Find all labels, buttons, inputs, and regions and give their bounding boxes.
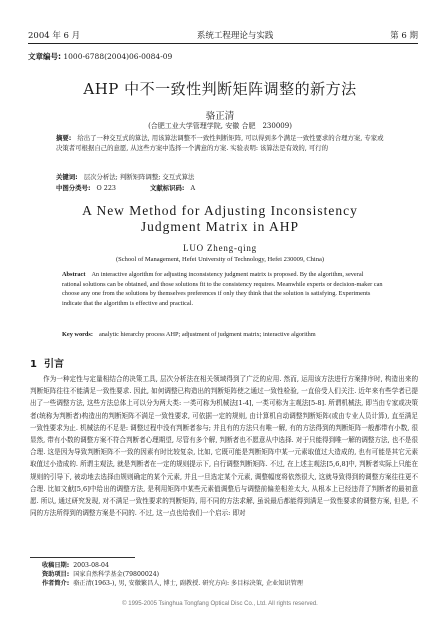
document-code-label: 文献标识码:	[149, 184, 185, 192]
section-heading	[30, 355, 71, 370]
document-code	[150, 183, 195, 192]
abstract-english-text: An interactive algorithm for adjusting inconsistency judgment matrix is proposed. By the algorithm, several rational solutions can be obtained, and those solutions fit to the consistency requires. Meanwhile experts or decision-maker can choose any one from the solutions by themselves preferences if only they think that the solution is satisfying. Experiments indicate that the algorithm is effective and practical.	[62, 271, 383, 307]
footnote-received	[42, 561, 418, 570]
title-english	[0, 203, 440, 235]
clc-value: O 223	[96, 184, 116, 192]
keywords-english-text: analytic hierarchy process AHP; adjustment of judgment matrix; interactive algorithm	[98, 331, 316, 338]
section-number: 1	[30, 359, 37, 370]
section-title: 引言	[43, 359, 64, 370]
title-chinese: AHP 中不一致性判断矩阵调整的新方法	[83, 80, 357, 98]
affiliation-chinese: (合肥工业大学管理学院, 安徽 合肥 230009)	[148, 122, 292, 130]
copyright-notice: © 1995-2005 Tsinghua Tongfang Optical Disc Co., Ltd. All rights reserved.	[122, 601, 318, 607]
keywords-english	[62, 331, 384, 338]
received-label: 收稿日期:	[42, 562, 70, 569]
header-issue: 第 6 期	[390, 31, 418, 41]
footnotes	[42, 561, 418, 588]
abstract-chinese-label: 摘要:	[56, 134, 72, 142]
document-code-value: A	[190, 184, 196, 192]
received-date: 2003-08-04	[73, 562, 109, 569]
title-english-line1: A New Method for Adjusting Inconsistency	[82, 203, 358, 218]
title-english-line2: Judgment Matrix in AHP	[140, 219, 300, 234]
abstract-chinese-text: 给出了一种交互式的算法, 用该算法调整不一致性判断矩阵, 可以得到多个满足一致性要求的合理方案, 专家或决策者可根据自己的意愿, 从这些方案中选择一个满意的方案. 实验表明: 该算法是有效的, 可行的	[56, 134, 384, 152]
keywords-english-label: Key words:	[62, 331, 93, 338]
running-header	[28, 28, 418, 42]
abstract-english	[62, 270, 384, 308]
clc-code	[56, 183, 116, 192]
bio-label: 作者简介:	[42, 580, 70, 587]
header-rule	[28, 43, 418, 44]
keywords-chinese	[56, 172, 384, 181]
abstract-english-label: Abstract	[62, 271, 86, 278]
affiliation-english: (School of Management, Hefei University of Technology, Hefei 230009, China)	[115, 256, 325, 263]
footnote-bio	[42, 579, 418, 588]
abstract-chinese	[56, 134, 384, 153]
fund-text: 国家自然科学基金(79800024)	[73, 571, 160, 578]
footnote-fund	[42, 570, 418, 579]
article-number-value: 1000-6788(2004)06-0084-09	[63, 52, 173, 61]
body-paragraph: 作为一种定性与定量相结合的决策工具, 层次分析法在相关领域得到了广泛的应用. 然而, 运用该方法进行方案排序时, 构造出来的判断矩阵往往不能满足一致性要求. 因此, 如何调整已构造出的判断矩阵使之通过一致性检验, 一直倍受人们关注. 近年来有些学者已提出了一些调整方法, 这些方法总体上可以分为两大类: 一类可称为机械法[1-4], 一类可称为主观法[5-8]. 所谓机械法, 即当由专家或决策者(统称为判断者)构造出的判断矩阵不满足一致性要求, 可依据一定的规则, 由计算机自动调整判断矩阵(或由专业人员计算), 直至满足一致性要求为止. 机械法的不足是: 调整过程中没有判断者参与; 并且有的方法只有唯一解, 有的方法得到的判断矩阵一般都带有小数, 很显然, 带有小数的调整方案不符合判断者心理期望, 尽管有多个解, 判断者也不愿意从中选择. 对于只能得到唯一解的调整方法, 也不是很合理. 这是因为导致判断矩阵不一致的因素有时比较复杂, 比如, 它既可能是判断矩阵中某一元素取值过大造成的, 也有可能是其它元素取值过小造成的. 所谓主观法, 就是判断者在一定的规则提示下, 自行调整判断矩阵. 不过, 在上述主观法[5,6,8]中, 判断者实际上只能在规则的引导下, 被动地去选择由规则确定的某个元素, 并且一旦选定某个元素, 调整幅度将依然很大, 这就导致得到的调整方案往往更不合理. 比如文献[5,6]中给出的调整方法, 是利用矩阵中某些元素值调整后与调整前偏差相差太大, 从根本上已经违背了判断者的最初意愿. 所以, 通过研究发现, 对不满足一致性要求的判断矩阵, 用不同的方法求解, 虽说最后都能得到满足一致性要求的调整方案, 但是, 不同的方法所得到的调整方案是不同的. 不过, 这一点也给我们一个启示: 即对	[30, 375, 418, 518]
keywords-chinese-label: 关键词:	[56, 173, 78, 181]
fund-label: 资助项目:	[42, 571, 70, 578]
author-english: LUO Zheng-qing	[183, 243, 257, 253]
article-number	[28, 51, 172, 62]
classification-row	[56, 183, 384, 192]
clc-label: 中图分类号:	[56, 184, 91, 192]
footnote-rule	[30, 557, 135, 558]
article-number-label: 文章编号:	[28, 52, 61, 61]
author-chinese: 骆正清	[205, 111, 235, 122]
header-journal: 系统工程理论与实践	[196, 31, 274, 41]
header-date: 2004 年 6 月	[28, 31, 81, 41]
bio-text: 骆正清(1963-), 男, 安徽繁昌人, 博士, 副教授. 研究方向: 多目标决策, 企业知识管理	[73, 580, 303, 587]
keywords-chinese-text: 层次分析法; 判断矩阵调整; 交互式算法	[83, 173, 195, 181]
